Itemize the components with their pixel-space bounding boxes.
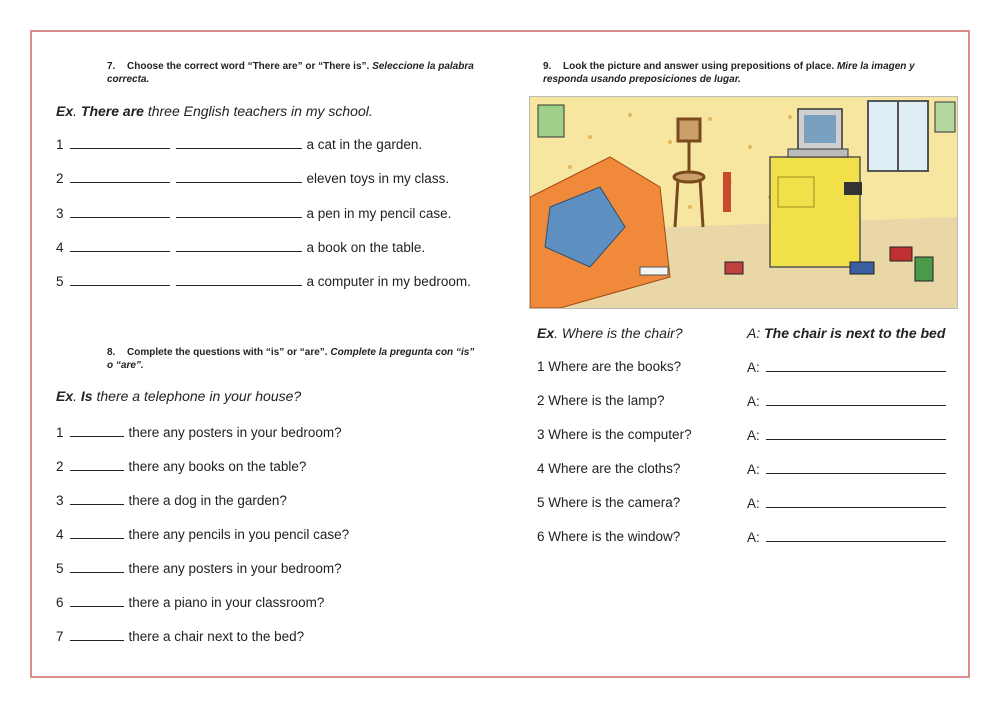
answer-blank[interactable] [176,273,302,286]
answer-blank[interactable] [766,427,946,440]
item-text: a pen in my pencil case. [306,205,452,221]
answer-blank[interactable] [70,136,170,149]
item-number: 4 [56,239,64,255]
answer-blank[interactable] [70,526,124,539]
item-text: there any posters in your bedroom? [128,561,342,576]
ex7-item [56,136,422,152]
ex9-example-question: Ex. Where is the chair? [537,325,683,341]
ex8-item [56,560,342,576]
ex7-item [56,170,449,186]
answer-blank[interactable] [176,239,302,252]
poster-right [935,102,955,132]
item-text: there any posters in your bedroom? [128,425,342,440]
ex9-example-answer: A: The chair is next to the bed [747,325,946,341]
ex7-item [56,239,425,255]
item-text: a book on the table. [306,239,426,255]
item-number: 2 [56,171,64,187]
item-text: a computer in my bedroom. [306,274,471,290]
item-number: 6 [56,595,64,610]
answer-blank[interactable] [70,560,124,573]
answer-blank[interactable] [70,273,170,286]
item-text: there a piano in your classroom? [128,595,325,610]
ex9-answer [747,427,946,443]
messy-bedroom-illustration [529,96,958,309]
item-text: a cat in the garden. [306,137,423,152]
item-text: there any pencils in you pencil case? [128,527,350,542]
camera [844,182,862,195]
answer-blank[interactable] [176,136,302,149]
answer-blank[interactable] [70,170,170,183]
answer-blank[interactable] [70,239,170,252]
ex7-item [56,205,451,221]
answer-label: A: [747,496,760,511]
ex8-item [56,594,324,610]
item-number: 3 [56,205,64,221]
ex9-question: 2 Where is the lamp? [537,393,665,408]
item-text: eleven toys in my class. [306,171,450,187]
item-text: there a dog in the garden? [128,493,287,508]
item-number: 5 [56,561,64,576]
ex9-question: 4 Where are the cloths? [537,461,681,476]
answer-blank[interactable] [70,424,124,437]
item-number: 2 [56,459,64,474]
answer-blank[interactable] [766,529,946,542]
item-text: there a chair next to the bed? [128,629,305,644]
item-number: 7 [56,629,64,644]
ex8-item [56,628,304,644]
ex8-item [56,526,349,542]
item-text: there any books on the table? [128,459,307,474]
ex9-instruction: 9. Look the picture and answer using prepositions of place. Mire la imagen y responda usando preposiciones de lugar. [543,61,915,85]
ex8-example: Ex. Is there a telephone in your house? [56,388,302,404]
item-number: 5 [56,274,64,290]
ex9-answer [747,461,946,477]
ex9-answer [747,393,946,409]
answer-blank[interactable] [70,628,124,641]
ex8-item [56,458,306,474]
answer-label: A: [747,428,760,443]
answer-blank[interactable] [766,393,946,406]
answer-blank[interactable] [176,205,302,218]
answer-blank[interactable] [766,359,946,372]
ex9-question: 3 Where is the computer? [537,427,692,442]
ex9-answer [747,495,946,511]
ex8-item [56,424,342,440]
ex9-answer [747,529,946,545]
answer-blank[interactable] [176,170,302,183]
answer-blank[interactable] [766,461,946,474]
answer-blank[interactable] [766,495,946,508]
answer-blank[interactable] [70,458,124,471]
poster [538,105,564,137]
answer-blank[interactable] [70,205,170,218]
ex7-item [56,273,471,289]
desk [770,157,860,267]
ex9-answer [747,359,946,375]
ex8-instruction: 8. Complete the questions with “is” or “are”. Complete la pregunta con “is” o “are”. [107,347,475,371]
item-number: 3 [56,493,64,508]
ex9-question: 5 Where is the camera? [537,495,681,510]
lamp [723,172,731,212]
ex9-question: 1 Where are the books? [537,359,682,374]
answer-label: A: [747,394,760,409]
item-number: 1 [56,425,64,440]
item-number: 4 [56,527,64,542]
answer-blank[interactable] [70,492,124,505]
item-number: 1 [56,137,64,152]
answer-blank[interactable] [70,594,124,607]
books [640,267,668,275]
ex8-item [56,492,287,508]
answer-label: A: [747,360,760,375]
ex7-instruction: 7. Choose the correct word “There are” or “There is”. Seleccione la palabra correcta. [107,61,474,85]
ex7-example: Ex. There are three English teachers in my school. [56,103,373,119]
answer-label: A: [747,462,760,477]
ex9-question: 6 Where is the window? [537,529,681,544]
answer-label: A: [747,530,760,545]
